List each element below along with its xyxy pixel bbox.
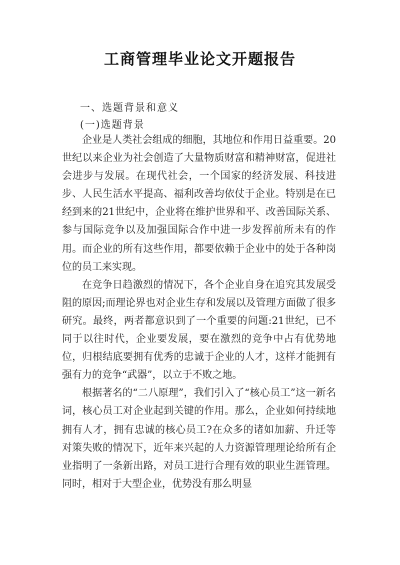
subsection-heading: (一)选题背景 <box>80 120 145 131</box>
section-heading: 一、选题背景和意义 <box>80 103 179 114</box>
paragraph-1: 企业是人类社会组成的细胞，其地位和作用日益重要。20世纪以来企业为社会创造了大量物质财富和精神财富，促进社会进步与发展。在现代社会，一个国家的经济发展、科技进步、人民生活水平提高、福利改善均依仗于企业。特别是在已经到来的21世纪中，企业将在维护世界和平、改善国际关系、参与国际竞争以及加强国际合作中进一步发挥前所未有的作用。而企业的所有这些作用，都要依赖于企业中的处于各种岗位的员工来实现。 <box>62 135 336 273</box>
document-body <box>62 132 336 494</box>
paragraph-3: 根据著名的“二八原理”，我们引入了“核心员工”这一新名词，核心员工对企业起到关键的作用。那么，企业如何持续地拥有人才，拥有忠诚的核心员工?在众多的诸如加薪、升迁等对策失败的情况下，近年来兴起的人力资源管理理论给所有企业指明了一条新出路，对员工进行合理有效的职业生涯管理。同时，相对于大型企业，优势没有那么明显 <box>62 388 336 490</box>
document-title: 工商管理毕业论文开题报告 <box>103 50 296 68</box>
paragraph-2: 在竞争日趋激烈的情况下，各个企业自身在追究其发展受阻的原因;而理论界也对企业生存和发展以及管理方面做了很多研究。最终，两者都意识到了一个重要的问题:21世纪，已不同于以往时代，企业要发展，要在激烈的竞争中占有优势地位，归根结底要拥有优秀的忠诚于企业的人才，这样才能拥有强有力的竞争“武器”，以立于不败之地。 <box>62 279 336 382</box>
